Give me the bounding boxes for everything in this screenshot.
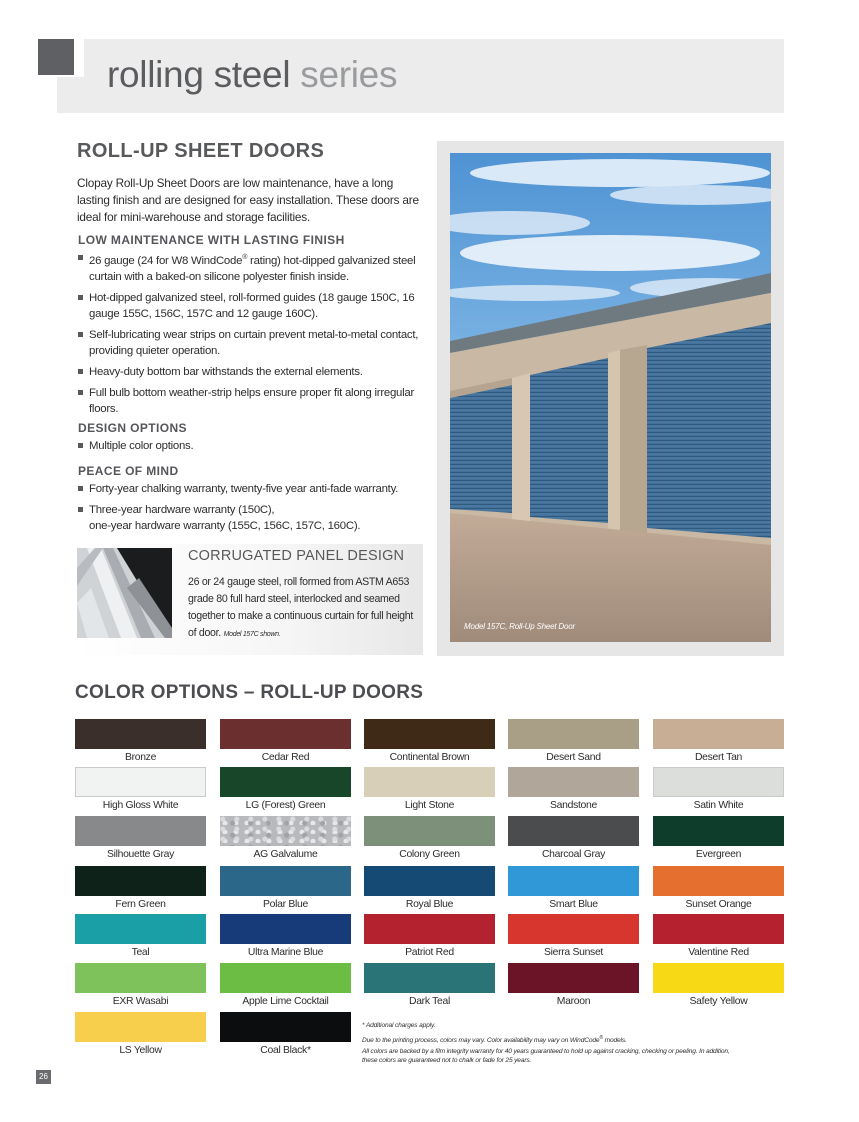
color-swatch [364, 963, 495, 1007]
swatch-label: Colony Green [399, 849, 460, 860]
swatch-color-block [653, 866, 784, 896]
swatch-color-block [508, 767, 639, 797]
swatch-color-block [220, 1012, 351, 1042]
swatch-color-block [653, 816, 784, 846]
swatch-color-block [75, 767, 206, 797]
intro-paragraph: Clopay Roll-Up Sheet Doors are low maintenance, have a long lasting finish and are designed for easy installation. These doors are ideal for mini-warehouse and storage facilities. [77, 176, 419, 224]
swatch-label: Polar Blue [263, 899, 308, 910]
swatch-label: Bronze [124, 752, 157, 763]
color-swatch [508, 914, 639, 958]
color-swatch [653, 719, 784, 763]
color-swatch [508, 866, 639, 910]
swatch-label: High Gloss White [102, 800, 179, 811]
list-item: Forty-year chalking warranty, twenty-five year anti-fade warranty. [78, 481, 438, 497]
swatch-label: Evergreen [695, 849, 742, 860]
swatch-label: Charcoal Gray [541, 849, 606, 860]
color-swatch [364, 914, 495, 958]
footnote-printing: Due to the printing process, colors may vary. Color availability may vary on WindCode® models. [362, 1035, 627, 1045]
color-swatch [75, 719, 206, 763]
swatch-color-block [508, 963, 639, 993]
swatch-label: Apple Lime Cocktail [242, 996, 329, 1007]
swatch-label: Continental Brown [389, 752, 470, 763]
swatch-label: Maroon [556, 996, 591, 1007]
swatch-label: Dark Teal [409, 996, 450, 1007]
swatch-color-block [508, 914, 639, 944]
corrugated-body: 26 or 24 gauge steel, roll formed from ASTM A653 grade 80 full hard steel, interlocked and seamed together to make a continuous curtain for full height of door. Model 157C shown. [188, 576, 413, 639]
swatch-label: Fern Green [115, 899, 166, 910]
swatch-label: Cedar Red [261, 752, 310, 763]
title-light: series [290, 54, 398, 95]
swatch-label: Valentine Red [688, 947, 749, 958]
corrugated-panel-image [77, 548, 172, 638]
list-item: Full bulb bottom weather-strip helps ensure proper fit along irregular floors. [78, 385, 430, 417]
model-note: Model 157C shown. [223, 631, 281, 638]
list-item: Self-lubricating wear strips on curtain prevent metal-to-metal contact, providing quieter operation. [78, 327, 430, 359]
color-swatch [75, 866, 206, 910]
swatch-label: Ultra Marine Blue [247, 947, 324, 958]
swatch-color-block [220, 816, 351, 846]
color-swatch [508, 719, 639, 763]
swatch-color-block [220, 914, 351, 944]
color-swatch [508, 816, 639, 860]
corrugated-title: CORRUGATED PANEL DESIGN [188, 548, 405, 564]
swatch-color-block [653, 719, 784, 749]
section-title: ROLL-UP SHEET DOORS [77, 140, 325, 162]
color-swatch [75, 1012, 206, 1056]
swatch-label: Satin White [693, 800, 744, 811]
list-item: Multiple color options. [78, 438, 430, 454]
color-swatch [220, 914, 351, 958]
swatch-color-block [75, 914, 206, 944]
color-options-title: COLOR OPTIONS – ROLL-UP DOORS [75, 682, 424, 703]
swatch-label: LG (Forest) Green [245, 800, 326, 811]
swatch-color-block [364, 767, 495, 797]
color-swatch [75, 816, 206, 860]
swatch-label: Light Stone [404, 800, 455, 811]
swatch-color-block [364, 816, 495, 846]
swatch-color-block [75, 963, 206, 993]
swatch-color-block [220, 963, 351, 993]
swatch-label: Royal Blue [405, 899, 454, 910]
design-options-list [78, 438, 430, 459]
color-swatch [364, 816, 495, 860]
footnote-warranty: All colors are backed by a film integrity warranty for 40 years guaranteed to hold up against cracking, checking or peeling. In addition, these colors are guaranteed not to chalk or fade for 25 years. [362, 1048, 730, 1064]
swatch-color-block [508, 719, 639, 749]
swatch-color-block [75, 1012, 206, 1042]
color-swatch [653, 816, 784, 860]
peace-of-mind-list [78, 481, 438, 539]
swatch-label: Coal Black* [260, 1045, 311, 1056]
low-maintenance-heading: LOW MAINTENANCE WITH LASTING FINISH [78, 233, 345, 247]
door-photo [450, 153, 771, 642]
swatch-label: Sandstone [550, 800, 597, 811]
list-item: Three-year hardware warranty (150C), one-year hardware warranty (155C, 156C, 157C, 160C). [78, 502, 438, 534]
swatch-label: Patriot Red [405, 947, 454, 958]
swatch-color-block [364, 866, 495, 896]
swatch-color-block [220, 866, 351, 896]
swatch-label: Sierra Sunset [543, 947, 604, 958]
header-square [38, 39, 74, 75]
swatch-color-block [653, 914, 784, 944]
list-item: Heavy-duty bottom bar withstands the external elements. [78, 364, 430, 380]
color-swatch [220, 1012, 351, 1056]
color-swatch [364, 767, 495, 811]
swatch-color-block [508, 866, 639, 896]
color-swatch [653, 866, 784, 910]
header-band-tab [57, 77, 87, 113]
swatch-label: AG Galvalume [253, 849, 318, 860]
color-swatch [220, 719, 351, 763]
swatch-color-block [75, 866, 206, 896]
list-item: 26 gauge (24 for W8 WindCode® rating) hot-dipped galvanized steel curtain with a baked-on silicone polyester finish inside. [78, 250, 430, 285]
color-swatch [220, 866, 351, 910]
swatch-color-block [653, 963, 784, 993]
title-bold: rolling steel [107, 54, 291, 95]
swatch-label: Safety Yellow [689, 996, 748, 1007]
page-number: 26 [36, 1070, 51, 1084]
color-swatch [653, 767, 784, 811]
swatch-color-block [508, 816, 639, 846]
color-swatch [653, 914, 784, 958]
color-swatch [364, 866, 495, 910]
color-swatch [75, 963, 206, 1007]
color-swatch [220, 963, 351, 1007]
swatch-color-block [220, 767, 351, 797]
low-maintenance-list [78, 250, 430, 422]
swatch-color-block [75, 719, 206, 749]
swatch-label: Silhouette Gray [106, 849, 175, 860]
color-swatch [653, 963, 784, 1007]
swatch-color-block [220, 719, 351, 749]
footnote-additional-charges: * Additional charges apply. [362, 1022, 436, 1029]
swatch-color-block [364, 719, 495, 749]
list-item: Hot-dipped galvanized steel, roll-formed guides (18 gauge 150C, 16 gauge 155C, 156C, 157C and 12 gauge 160C). [78, 290, 430, 322]
color-swatch [364, 719, 495, 763]
swatch-color-block [653, 767, 784, 797]
swatch-label: Desert Tan [694, 752, 743, 763]
color-swatch [220, 816, 351, 860]
peace-of-mind-heading: PEACE OF MIND [78, 464, 179, 478]
swatch-label: LS Yellow [119, 1045, 162, 1056]
swatch-color-block [364, 963, 495, 993]
swatch-label: Desert Sand [546, 752, 601, 763]
swatch-color-block [75, 816, 206, 846]
color-swatch [220, 767, 351, 811]
swatch-label: Teal [131, 947, 150, 958]
swatch-color-block [364, 914, 495, 944]
photo-caption: Model 157C, Roll-Up Sheet Door [464, 622, 575, 631]
swatch-label: Sunset Orange [685, 899, 752, 910]
design-options-heading: DESIGN OPTIONS [78, 421, 187, 435]
color-swatch [75, 767, 206, 811]
color-swatch [508, 767, 639, 811]
page-title [107, 54, 397, 96]
color-swatch [75, 914, 206, 958]
color-swatch [508, 963, 639, 1007]
swatch-label: EXR Wasabi [112, 996, 169, 1007]
swatch-label: Smart Blue [549, 899, 598, 910]
